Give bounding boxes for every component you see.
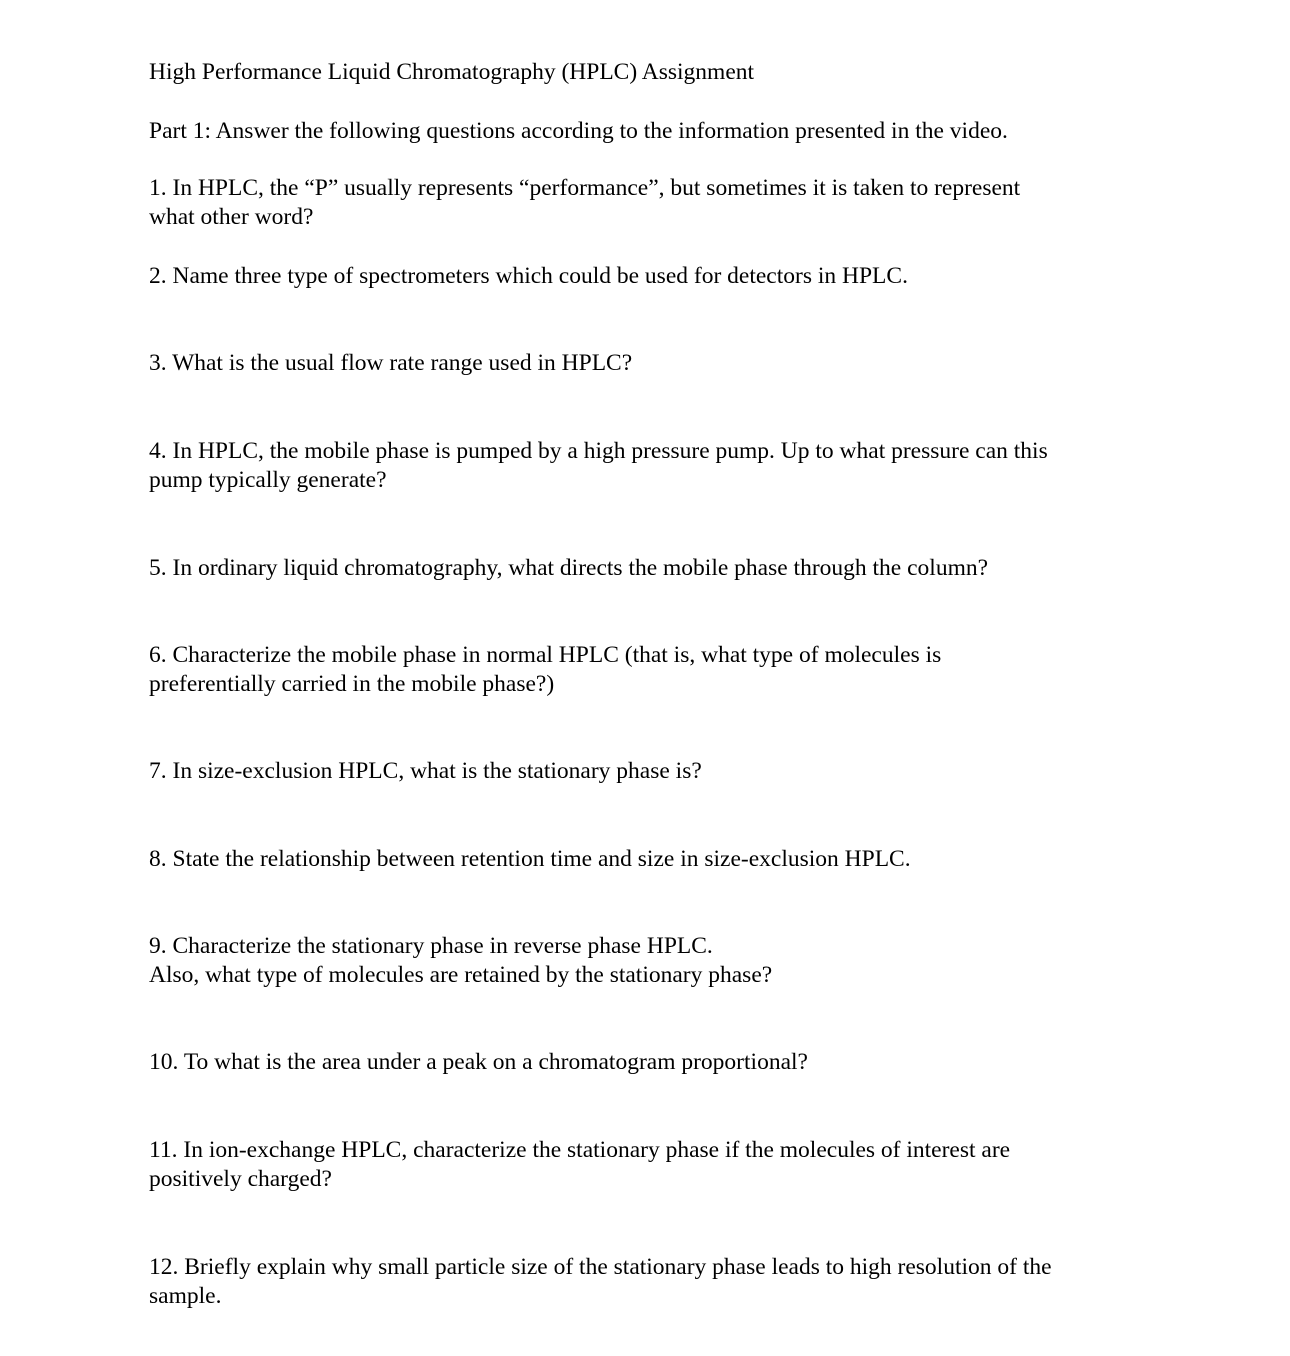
question-line: preferentially carried in the mobile phase?) <box>149 671 555 697</box>
question-line: 7. In size-exclusion HPLC, what is the stationary phase is? <box>149 758 702 784</box>
question-5 <box>149 554 988 583</box>
question-10 <box>149 1048 808 1077</box>
question-12 <box>149 1253 1052 1311</box>
question-7 <box>149 757 702 786</box>
question-line: 10. To what is the area under a peak on a chromatogram proportional? <box>149 1049 808 1075</box>
question-line: 1. In HPLC, the “P” usually represents “performance”, but sometimes it is taken to represent <box>149 175 1021 201</box>
question-line: 3. What is the usual flow rate range used in HPLC? <box>149 350 633 376</box>
question-line: pump typically generate? <box>149 467 387 493</box>
question-2 <box>149 262 908 291</box>
question-line: 12. Briefly explain why small particle size of the stationary phase leads to high resolution of the <box>149 1254 1052 1280</box>
question-line: sample. <box>149 1283 222 1309</box>
question-8 <box>149 845 911 874</box>
question-4 <box>149 437 1048 495</box>
instructions-text: Part 1: Answer the following questions according to the information presented in the video. <box>149 118 1008 144</box>
question-line: Also, what type of molecules are retained by the stationary phase? <box>149 962 773 988</box>
question-line: 8. State the relationship between retention time and size in size-exclusion HPLC. <box>149 846 911 872</box>
question-1 <box>149 174 1020 232</box>
question-line: positively charged? <box>149 1166 332 1192</box>
question-9 <box>149 932 772 990</box>
question-11 <box>149 1136 1010 1194</box>
question-6 <box>149 641 941 699</box>
question-line: 4. In HPLC, the mobile phase is pumped by a high pressure pump. Up to what pressure can this <box>149 438 1048 464</box>
question-line: what other word? <box>149 204 314 230</box>
question-line: 11. In ion-exchange HPLC, characterize the stationary phase if the molecules of interest are <box>149 1137 1011 1163</box>
document-title: High Performance Liquid Chromatography (HPLC) Assignment <box>149 59 755 85</box>
question-line: 2. Name three type of spectrometers which could be used for detectors in HPLC. <box>149 263 908 289</box>
question-line: 5. In ordinary liquid chromatography, what directs the mobile phase through the column? <box>149 555 989 581</box>
question-line: 6. Characterize the mobile phase in normal HPLC (that is, what type of molecules is <box>149 642 942 668</box>
question-3 <box>149 349 632 378</box>
question-line: 9. Characterize the stationary phase in reverse phase HPLC. <box>149 933 713 959</box>
